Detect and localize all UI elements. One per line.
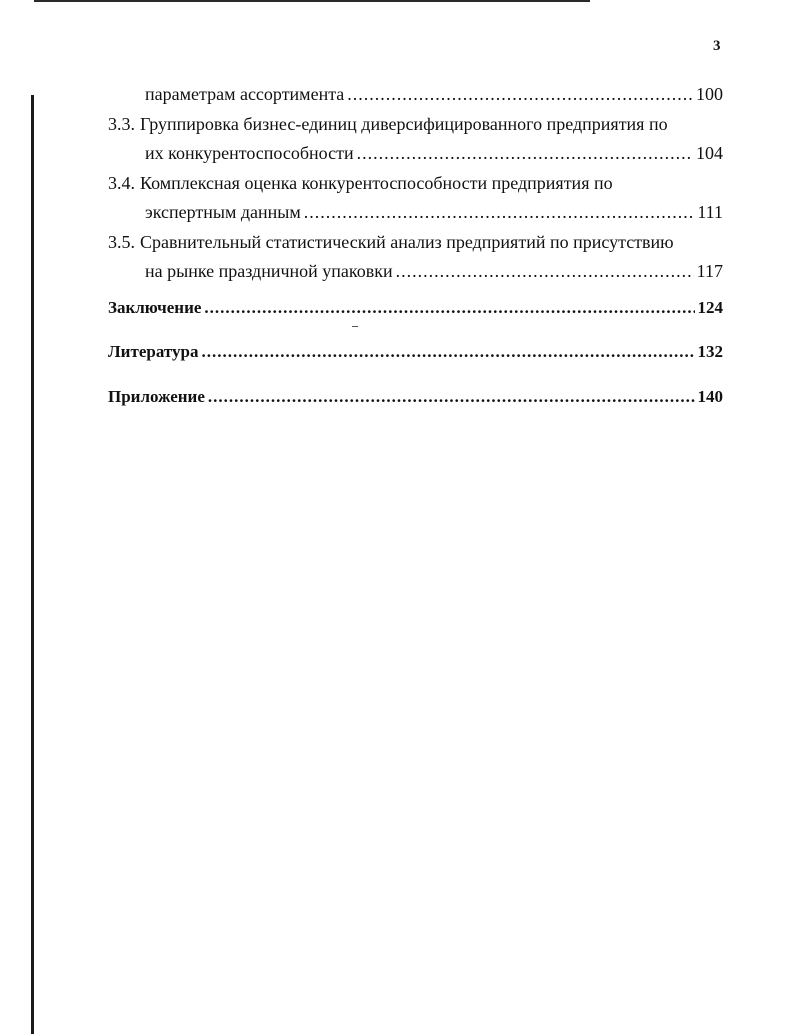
toc-line	[108, 198, 723, 228]
dot-leader	[208, 382, 695, 412]
toc-entry-number: 3.4.	[108, 172, 135, 193]
toc-line	[108, 293, 723, 323]
toc-entry-literature	[108, 337, 723, 367]
toc-entry-page: 140	[697, 386, 723, 406]
toc-entry-3-4	[108, 169, 723, 228]
toc-entry-text-continued: экспертным данным	[145, 202, 301, 222]
toc-entry-text-continued: их конкурентоспособности	[145, 143, 354, 163]
toc-entry-text: Заключение	[108, 297, 202, 317]
toc-line	[108, 139, 723, 169]
toc-entry-page: 111	[697, 202, 723, 222]
left-border-line	[31, 95, 34, 1034]
toc-entry-number: 3.3.	[108, 113, 135, 134]
toc-entry-page: 100	[696, 84, 723, 104]
dot-leader	[304, 198, 695, 228]
toc-entry-3-5	[108, 228, 723, 287]
page-number: 3	[713, 38, 721, 54]
top-border-line	[34, 0, 590, 2]
toc-entry-page: 117	[696, 261, 723, 281]
toc-entry-text: Приложение	[108, 386, 205, 406]
toc-entry-page: 104	[696, 143, 723, 163]
toc-entry-text: Литература	[108, 342, 199, 361]
toc-entry-appendix	[108, 382, 723, 412]
dot-leader	[204, 293, 694, 323]
toc-entry-text: Комплексная оценка конкурентоспособности предприятия по	[140, 172, 613, 193]
toc-line	[108, 110, 723, 140]
toc-line	[108, 337, 723, 367]
toc-line	[108, 80, 723, 110]
toc-entry-text: параметрам ассортимента	[145, 84, 345, 104]
toc-entry-continuation	[108, 80, 723, 110]
toc-entry-text: Группировка бизнес-единиц диверсифицированного предприятия по	[140, 113, 668, 134]
toc-entry-number: 3.5.	[108, 231, 135, 252]
toc-line	[108, 228, 723, 258]
toc-entry-text: Сравнительный статистический анализ предприятий по присутствию	[140, 231, 674, 252]
toc-entry-3-3	[108, 110, 723, 169]
toc-entry-page: 124	[697, 297, 723, 317]
toc-entry-page: 132	[697, 342, 723, 361]
dot-leader	[396, 257, 694, 287]
table-of-contents	[108, 80, 723, 426]
dot-leader	[201, 337, 694, 367]
toc-line	[108, 382, 723, 412]
dot-leader	[357, 139, 693, 169]
toc-entry-text-continued: на рынке праздничной упаковки	[145, 261, 393, 281]
dot-leader	[347, 80, 693, 110]
toc-entry-conclusion	[108, 293, 723, 323]
toc-line	[108, 169, 723, 199]
toc-line	[108, 257, 723, 287]
